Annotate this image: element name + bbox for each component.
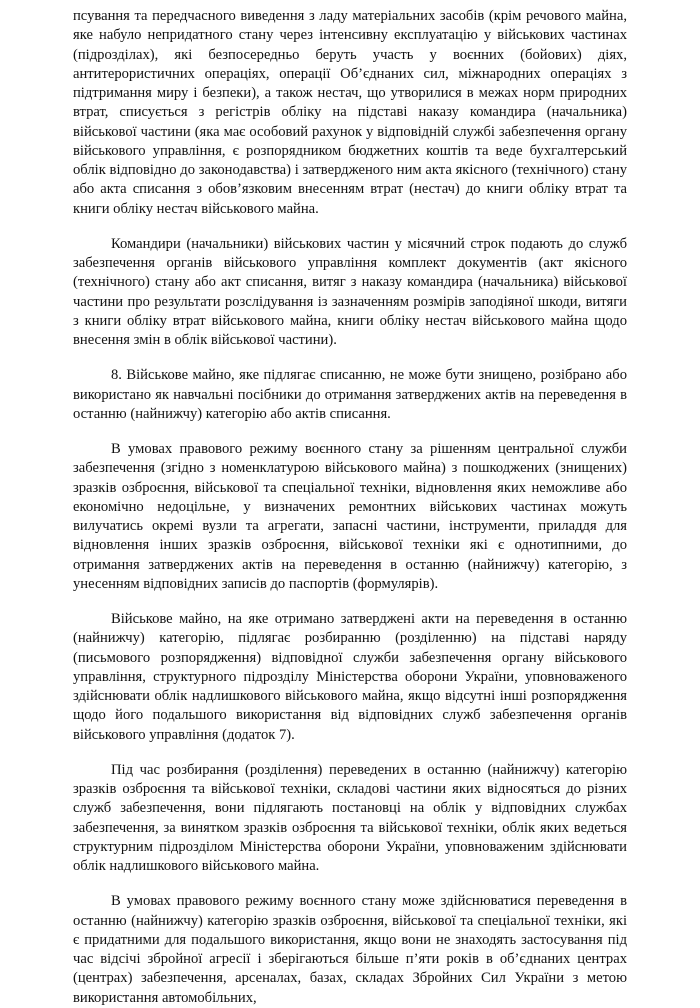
paragraph-4: В умовах правового режиму воєнного стану за рішенням центральної служби забезпечення (згідно з номенклатурою військового майна) з пошкоджених (знищених) зразків озброєння, військової та спеціальної техніки, відновлення яких неможливе або економічно недоцільне, у визначених ремонтних військових частинах можуть вилучатись окремі вузли та агрегати, запасні частини, інструменти, приладдя для відновлення інших зразків озброєння, військової техніки які є однотипними, до отримання затверджених актів на переведення в останню (найнижчу) категорію, з унесенням відповідних записів до паспортів (формулярів). xyxy=(73,441,627,592)
paragraph-3: 8. Військове майно, яке підлягає списанню, не може бути знищено, розібрано або використано як навчальні посібники до отримання затверджених актів на переведення в останню (найнижчу) категорію або актів списання. xyxy=(73,367,627,422)
paragraph-2: Командири (начальники) військових частин у місячний строк подають до служб забезпечення органів військового управління комплект документів (акт якісного (технічного) стану або акт списання, витяг з наказу командира (начальника) військової частини про результати розслідування із зазначенням розмірів заподіяної шкоди, витяги з книги обліку втрат військового майна, книги обліку нестач військового майна щодо внесення змін в облік військової частини). xyxy=(73,235,627,348)
paragraph-5: Військове майно, на яке отримано затверджені акти на переведення в останню (найнижчу) категорію, підлягає розбиранню (розділенню) на підставі наряду (письмового розпорядження) відповідної служби забезпечення органу військового управління, структурного підрозділу Міністерства оборони України, уповноваженого здійснювати облік надлишкового військового майна, якщо відсутні інші розпорядження щодо його подальшого використання від відповідних служб забезпечення органів військового управління (додаток 7). xyxy=(73,611,627,743)
paragraph-1: псування та передчасного виведення з ладу матеріальних засобів (крім речового майна, яке набуло непридатного стану через інтенсивну експлуатацію у військових частинах (підрозділах), які безпосередньо беруть участь у воєнних (бойових) діях, антитерористичних операціях, операції Об’єднаних сил, міжнародних операціях з підтримання миру і безпеки), а також нестач, що утворилися в межах норм природних втрат, списується з регістрів обліку на підставі наказу командира (начальника) військової частини (яка має особовий рахунок у відповідній службі забезпечення органу військового управління, є розпорядником бюджетних коштів та веде бухгалтерський облік відповідно до законодавства) і затвердженого ним акта якісного (технічного) стану або акта списання з обов’язковим внесенням втрат (нестач) до книги обліку втрат та книги обліку нестач військового майна. xyxy=(73,8,627,217)
paragraph-7: В умовах правового режиму воєнного стану може здійснюватися переведення в останню (найнижчу) категорію зразків озброєння, військової та спеціальної техніки, які є придатними для подальшого використання, якщо вони не знаходять застосування під час відсічі збройної агресії і зберігаються більше п’яти років в об’єднаних центрах (центрах) забезпечення, арсеналах, базах, складах Збройних Сил України з метою використання автомобільних, xyxy=(73,893,627,1006)
paragraph-6: Під час розбирання (розділення) переведених в останню (найнижчу) категорію зразків озброєння та військової техніки, складові частини яких відносяться до різних служб забезпечення, вони підлягають постановці на облік у відповідних службах забезпечення, за винятком зразків озброєння та військової техніки, облік яких ведеться структурним підрозділом Міністерства оборони України, уповноваженим здійснювати облік надлишкового військового майна. xyxy=(73,761,627,874)
